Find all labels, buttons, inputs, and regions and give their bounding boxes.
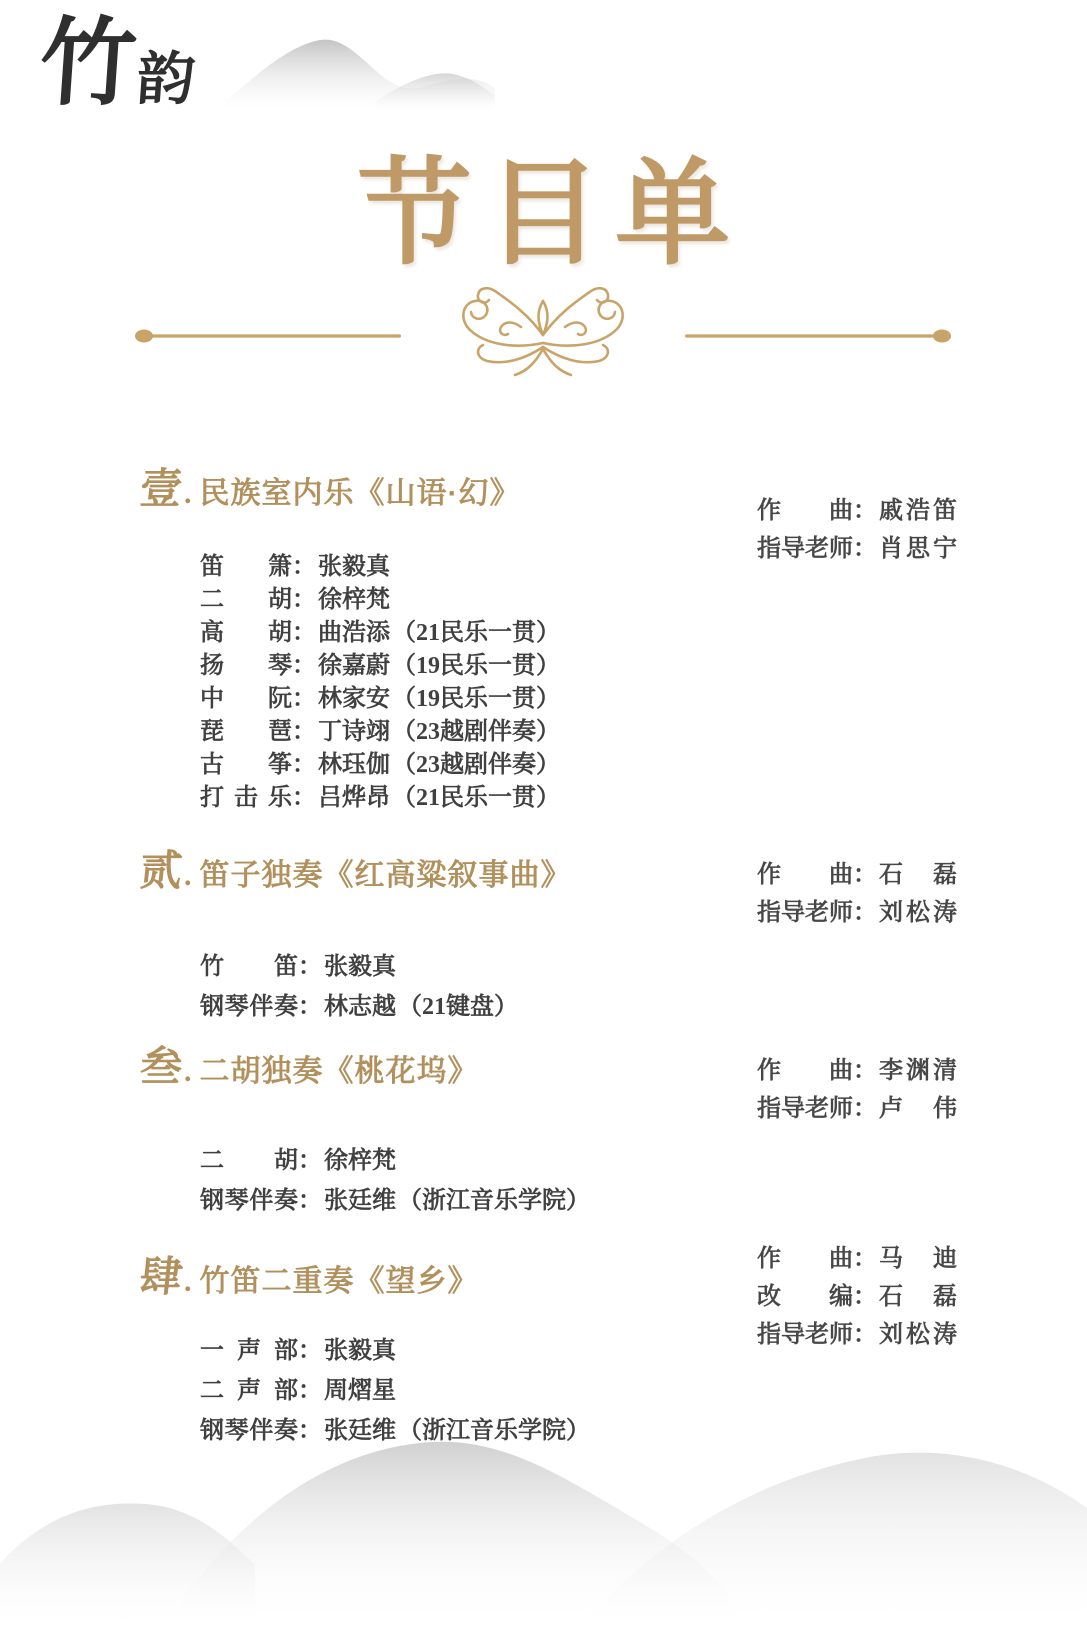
performer-name: 丁诗翊 — [318, 719, 390, 745]
performer-name: 张毅真 — [324, 1338, 396, 1364]
performer-list — [140, 551, 1020, 815]
credit-label: 作曲 — [757, 498, 853, 524]
credit-value: 卢伟 — [879, 1096, 957, 1122]
performer-name: 曲浩添 — [318, 620, 390, 646]
performer-role: 钢琴伴奏 — [200, 1188, 298, 1214]
credit-value: 李渊清 — [879, 1058, 957, 1084]
logo-char-zhu: 竹 — [36, 10, 140, 117]
performer-role: 二胡 — [200, 587, 292, 613]
performer-note: （19民乐一贯） — [392, 653, 560, 679]
performer-name: 周熠星 — [324, 1378, 396, 1404]
performer-list — [140, 1141, 1020, 1221]
divider-flourish-icon — [133, 283, 953, 379]
program-item-1 — [137, 466, 1020, 815]
program-number: 壹 — [137, 467, 185, 513]
credit-row — [757, 1240, 957, 1278]
performer-name: 张廷维 — [324, 1418, 396, 1444]
logo-char-yun: 韵 — [134, 46, 198, 112]
credit-value: 石磊 — [879, 1284, 957, 1310]
performer-row — [200, 1181, 1020, 1221]
number-separator: . — [184, 1265, 192, 1298]
number-separator: . — [184, 477, 192, 510]
performer-note: （浙江音乐学院） — [398, 1188, 590, 1214]
performer-role: 二胡 — [200, 1148, 298, 1174]
colon: ： — [298, 1188, 322, 1214]
mountains-top-icon — [225, 30, 495, 112]
performer-row — [200, 584, 1020, 617]
credit-label: 作曲 — [757, 862, 853, 888]
credit-row — [757, 856, 957, 894]
page-title: 节目单 — [356, 151, 744, 278]
performer-name: 吕烨昂 — [318, 785, 390, 811]
colon: ： — [853, 1096, 877, 1122]
colon: ： — [292, 653, 316, 679]
credit-value: 马迪 — [879, 1246, 957, 1272]
performer-role: 一声部 — [200, 1338, 298, 1364]
mountains-bottom-icon — [0, 1400, 1087, 1631]
colon: ： — [853, 900, 877, 926]
credit-row — [757, 1278, 957, 1316]
credit-label: 指导老师 — [757, 1322, 853, 1348]
program-title: 竹笛二重奏《望乡》 — [199, 1265, 479, 1298]
performer-row — [200, 947, 1020, 987]
credit-label: 指导老师 — [757, 1096, 853, 1122]
colon: ： — [298, 1148, 322, 1174]
credit-label: 作曲 — [757, 1058, 853, 1084]
performer-role: 钢琴伴奏 — [200, 1418, 298, 1444]
performer-role: 打击乐 — [200, 785, 292, 811]
performer-role: 古筝 — [200, 752, 292, 778]
performer-role: 琵琶 — [200, 719, 292, 745]
colon: ： — [298, 1378, 322, 1404]
program-credits — [757, 856, 957, 932]
number-separator: . — [184, 859, 192, 892]
performer-list — [140, 947, 1020, 1027]
program-title: 二胡独奏《桃花坞》 — [199, 1055, 479, 1088]
program-item-2 — [137, 848, 1020, 1027]
credit-value: 肖思宁 — [879, 536, 957, 562]
colon: ： — [853, 1058, 877, 1084]
number-separator: . — [184, 1055, 192, 1088]
colon: ： — [298, 1338, 322, 1364]
performer-note: （21键盘） — [398, 994, 518, 1020]
program-number: 肆 — [137, 1255, 185, 1301]
colon: ： — [853, 536, 877, 562]
colon: ： — [292, 719, 316, 745]
program-number: 贰 — [137, 849, 185, 895]
colon: ： — [292, 686, 316, 712]
performer-role: 钢琴伴奏 — [200, 994, 298, 1020]
credit-row — [757, 492, 957, 530]
performer-name: 林珏伽 — [318, 752, 390, 778]
performer-role: 二声部 — [200, 1378, 298, 1404]
colon: ： — [292, 587, 316, 613]
credit-label: 作曲 — [757, 1246, 853, 1272]
performer-name: 张毅真 — [324, 954, 396, 980]
program-credits — [757, 492, 957, 568]
credit-row — [757, 1052, 957, 1090]
performer-role: 笛箫 — [200, 554, 292, 580]
colon: ： — [298, 954, 322, 980]
performer-name: 林家安 — [318, 686, 390, 712]
performer-name: 徐梓梵 — [324, 1148, 396, 1174]
performer-role: 高胡 — [200, 620, 292, 646]
performer-row — [200, 716, 1020, 749]
credit-label: 改编 — [757, 1284, 853, 1310]
credit-value: 刘松涛 — [879, 900, 957, 926]
colon: ： — [292, 554, 316, 580]
logo — [36, 10, 199, 117]
program-title: 笛子独奏《红高粱叙事曲》 — [199, 859, 572, 892]
credit-value: 戚浩笛 — [879, 498, 957, 524]
colon: ： — [853, 498, 877, 524]
colon: ： — [298, 994, 322, 1020]
credit-row — [757, 894, 957, 932]
performer-name: 张廷维 — [324, 1188, 396, 1214]
performer-note: （19民乐一贯） — [392, 686, 560, 712]
program-title: 民族室内乐《山语·幻》 — [199, 477, 521, 510]
performer-name: 徐梓梵 — [318, 587, 390, 613]
credit-label: 指导老师 — [757, 900, 853, 926]
colon: ： — [853, 862, 877, 888]
colon: ： — [292, 752, 316, 778]
credit-row — [757, 1090, 957, 1128]
performer-name: 徐嘉蔚 — [318, 653, 390, 679]
performer-row — [200, 749, 1020, 782]
program-credits — [757, 1240, 957, 1354]
performer-note: （23越剧伴奏） — [392, 719, 560, 745]
credit-value: 石磊 — [879, 862, 957, 888]
colon: ： — [853, 1322, 877, 1348]
performer-row — [200, 650, 1020, 683]
performer-role: 扬琴 — [200, 653, 292, 679]
colon: ： — [298, 1418, 322, 1444]
performer-note: （21民乐一贯） — [392, 785, 560, 811]
colon: ： — [853, 1246, 877, 1272]
colon: ： — [853, 1284, 877, 1310]
performer-note: （浙江音乐学院） — [398, 1418, 590, 1444]
program-number: 叁 — [137, 1045, 185, 1091]
performer-name: 林志越 — [324, 994, 396, 1020]
program-item-3 — [137, 1044, 1020, 1221]
program-credits — [757, 1052, 957, 1128]
performer-note: （23越剧伴奏） — [392, 752, 560, 778]
performer-row — [200, 617, 1020, 650]
performer-role: 中阮 — [200, 686, 292, 712]
performer-row — [200, 782, 1020, 815]
performer-row — [200, 683, 1020, 716]
colon: ： — [292, 785, 316, 811]
credit-row — [757, 530, 957, 568]
performer-role: 竹笛 — [200, 954, 298, 980]
credit-label: 指导老师 — [757, 536, 853, 562]
performer-row — [200, 987, 1020, 1027]
performer-note: （21民乐一贯） — [392, 620, 560, 646]
performer-name: 张毅真 — [318, 554, 390, 580]
credit-value: 刘松涛 — [879, 1322, 957, 1348]
performer-row — [200, 1141, 1020, 1181]
credit-row — [757, 1316, 957, 1354]
colon: ： — [292, 620, 316, 646]
